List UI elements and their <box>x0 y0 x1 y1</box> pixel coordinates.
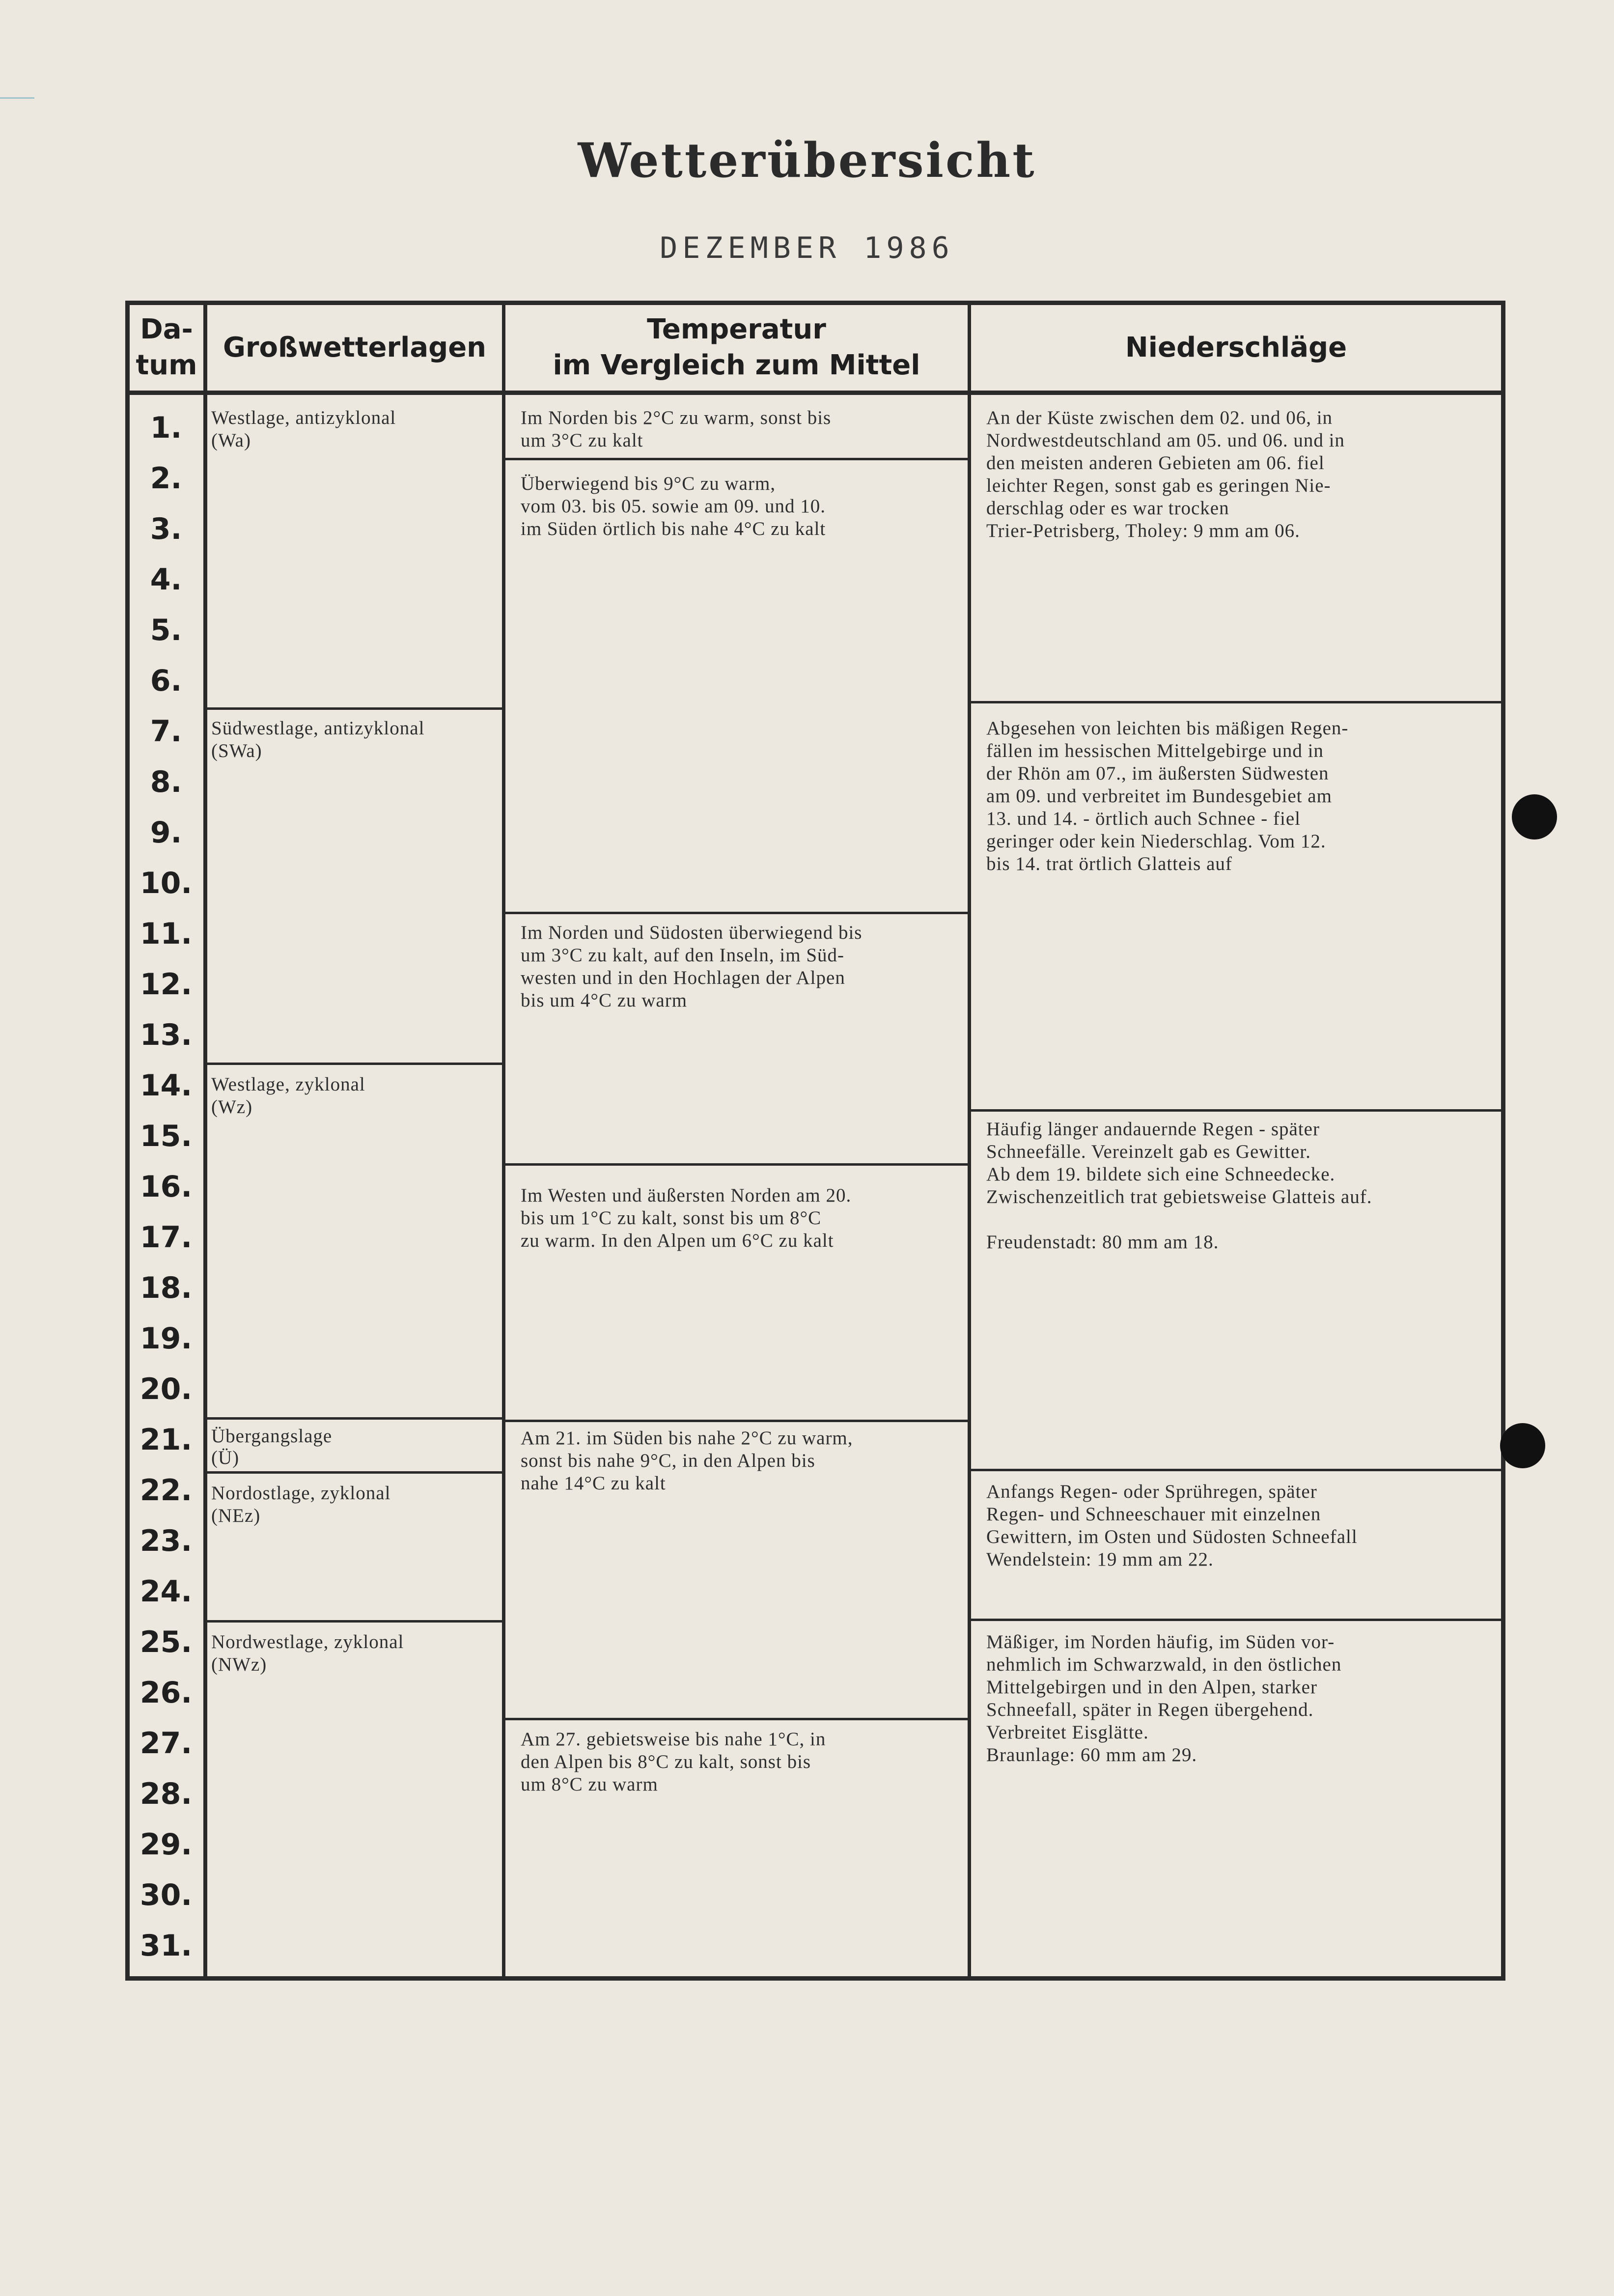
day-number: 31. <box>139 1929 193 1963</box>
day-number: 17. <box>139 1220 193 1255</box>
grosswetterlage-cell: Südwestlage, antizyklonal (SWa) <box>211 718 425 761</box>
table-border-top <box>125 301 1505 305</box>
day-number: 9. <box>150 815 182 850</box>
day-number: 16. <box>139 1170 193 1204</box>
header-niederschlaege: Niederschläge <box>1125 331 1347 364</box>
day-number: 8. <box>150 765 182 799</box>
day-number: 1. <box>150 411 182 445</box>
day-number: 29. <box>139 1827 193 1862</box>
row-separator <box>504 1420 970 1422</box>
row-separator <box>970 1469 1503 1471</box>
row-separator <box>970 1109 1503 1112</box>
day-number: 18. <box>139 1271 193 1305</box>
day-number: 23. <box>139 1524 193 1558</box>
temperatur-cell: Im Westen und äußersten Norden am 20. bis um 1°C zu kalt, sonst bis um 8°C zu warm. In den Alpen um 6°C zu kalt <box>521 1185 852 1251</box>
day-number: 26. <box>139 1676 193 1710</box>
punch-hole <box>1512 794 1557 840</box>
grosswetterlage-cell: Westlage, zyklonal (Wz) <box>211 1074 365 1118</box>
day-number: 19. <box>139 1321 193 1356</box>
page-title: Wetterübersicht <box>578 133 1036 188</box>
header-temperatur-line1: Temperatur <box>647 313 826 346</box>
row-separator <box>205 1620 504 1623</box>
day-number: 11. <box>139 917 193 951</box>
table-border-right <box>1501 301 1505 1981</box>
niederschlag-cell: Mäßiger, im Norden häufig, im Süden vor- nehmlich im Schwarzwald, in den östlichen Mittelgebirgen und in den Alpen, starker Schneefall, später in Regen übergehend. Verbreitet Eisglätte. Braunlage: 60 mm am 29. <box>986 1631 1342 1765</box>
row-separator <box>205 707 504 710</box>
niederschlag-cell: Häufig länger andauernde Regen - später Schneefälle. Vereinzelt gab es Gewitter. Ab dem 19. bildete sich eine Schneedecke. Zwischenzeitlich trat gebietsweise Glatteis auf. Freudenstadt: 80 mm am 18. <box>986 1119 1372 1253</box>
grosswetterlage-cell: Übergangslage (Ü) <box>211 1426 333 1468</box>
day-number: 24. <box>139 1574 193 1609</box>
day-number: 6. <box>150 664 182 698</box>
niederschlag-cell: Abgesehen von leichten bis mäßigen Regen- fällen im hessischen Mittelgebirge und in der Rhön am 07., im äußersten Südwesten am 09. und verbreitet im Bundesgebiet am 13. und 14. - örtlich auch Schnee - fiel geringer oder kein Niederschlag. Vom 12. bis 14. trat örtlich Glatteis auf <box>986 718 1349 874</box>
day-number: 25. <box>139 1625 193 1659</box>
grosswetterlage-cell: Westlage, antizyklonal (Wa) <box>211 407 396 451</box>
header-separator <box>125 391 1505 395</box>
day-number: 20. <box>139 1372 193 1406</box>
header-temperatur <box>505 305 968 391</box>
temperatur-cell: Im Norden und Südosten überwiegend bis um 3°C zu kalt, auf den Inseln, im Süd- westen und in den Hochlagen der Alpen bis um 4°C zu warm <box>521 922 863 1011</box>
niederschlag-cell: An der Küste zwischen dem 02. und 06, in Nordwestdeutschland am 05. und 06. und in den meisten anderen Gebieten am 06. fiel leichter Regen, sonst gab es geringen Nie- derschlag oder es war trocken Trier-Petrisberg, Tholey: 9 mm am 06. <box>986 407 1345 541</box>
punch-hole <box>1500 1423 1545 1468</box>
grosswetterlage-cell: Nordwestlage, zyklonal (NWz) <box>211 1631 404 1675</box>
row-separator <box>504 1163 970 1166</box>
day-number: 27. <box>139 1726 193 1761</box>
day-number: 15. <box>139 1119 193 1153</box>
temperatur-cell: Überwiegend bis 9°C zu warm, vom 03. bis 05. sowie am 09. und 10. im Süden örtlich bis nahe 4°C zu kalt <box>521 473 826 539</box>
day-number: 5. <box>150 613 182 647</box>
header-datum <box>130 305 203 391</box>
row-separator <box>970 701 1503 703</box>
table-border-bottom <box>125 1976 1505 1981</box>
day-number: 2. <box>150 461 182 496</box>
row-separator <box>205 1417 504 1420</box>
page-subtitle: DEZEMBER 1986 <box>660 231 954 265</box>
edge-mark <box>0 97 34 99</box>
grosswetterlage-cell: Nordostlage, zyklonal (NEz) <box>211 1483 391 1526</box>
row-separator <box>205 1063 504 1065</box>
row-separator <box>504 1718 970 1720</box>
day-number: 30. <box>139 1878 193 1912</box>
day-number: 14. <box>139 1068 193 1103</box>
row-separator <box>205 1471 504 1474</box>
day-number: 10. <box>139 866 193 900</box>
header-datum-top: Da- <box>140 313 193 346</box>
day-number: 4. <box>150 562 182 597</box>
day-number: 21. <box>139 1423 193 1457</box>
row-separator <box>504 458 970 460</box>
day-number: 3. <box>150 512 182 546</box>
header-grosswetterlagen: Großwetterlagen <box>223 331 487 364</box>
niederschlag-cell: Anfangs Regen- oder Sprühregen, später Regen- und Schneeschauer mit einzelnen Gewittern, im Osten und Südosten Schneefall Wendelstein: 19 mm am 22. <box>986 1481 1358 1570</box>
day-number: 12. <box>139 967 193 1002</box>
header-datum-bottom: tum <box>136 349 197 381</box>
temperatur-cell: Am 21. im Süden bis nahe 2°C zu warm, sonst bis nahe 9°C, in den Alpen bis nahe 14°C zu kalt <box>521 1428 853 1494</box>
column-separator <box>502 301 505 1981</box>
header-temperatur-line2: im Vergleich zum Mittel <box>553 349 920 381</box>
temperatur-cell: Im Norden bis 2°C zu warm, sonst bis um 3°C zu kalt <box>521 407 832 451</box>
row-separator <box>970 1619 1503 1621</box>
day-number: 13. <box>139 1018 193 1052</box>
day-number: 28. <box>139 1777 193 1811</box>
row-separator <box>504 912 970 914</box>
column-separator <box>968 301 971 1981</box>
day-number: 22. <box>139 1473 193 1508</box>
temperatur-cell: Am 27. gebietsweise bis nahe 1°C, in den Alpen bis 8°C zu kalt, sonst bis um 8°C zu warm <box>521 1729 826 1795</box>
day-number: 7. <box>150 714 182 749</box>
